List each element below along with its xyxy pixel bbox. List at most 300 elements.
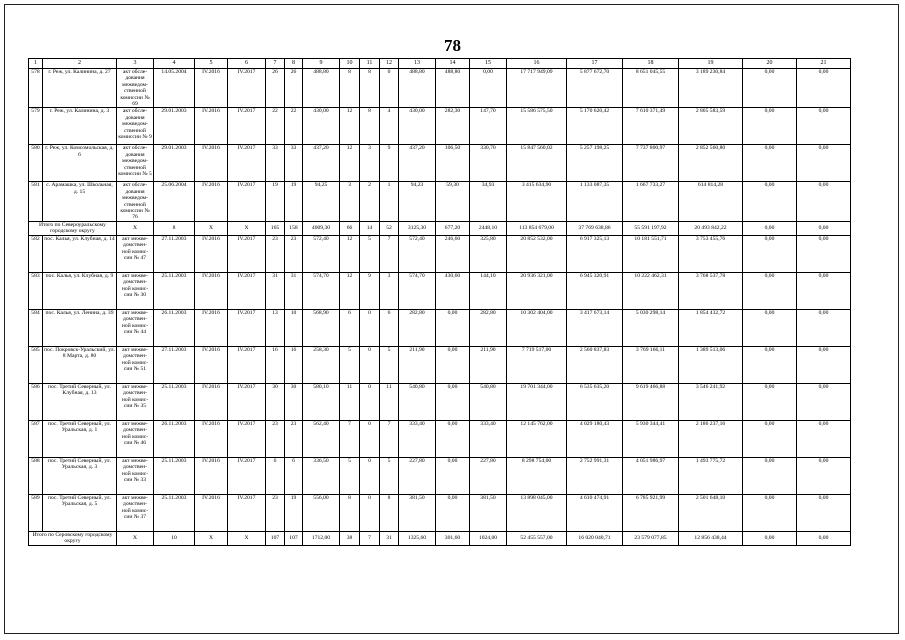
table-cell: 3 768 537,78 bbox=[679, 272, 743, 309]
table-cell: 0,00 bbox=[743, 69, 797, 108]
table-cell: 12 856 438,44 bbox=[679, 531, 743, 545]
table-cell: 27.11.2003 bbox=[154, 235, 195, 272]
table-cell: 0,00 bbox=[743, 383, 797, 420]
table-cell: 437,20 bbox=[399, 145, 436, 182]
table-cell: 25.11.2003 bbox=[154, 272, 195, 309]
table-cell: IV.2017 bbox=[228, 457, 266, 494]
table-cell: IV.2017 bbox=[228, 182, 266, 221]
table-cell: 584 bbox=[29, 309, 43, 346]
table-cell: 0,00 bbox=[797, 531, 851, 545]
table-row bbox=[29, 494, 851, 531]
address-cell: г. Реж, ул. Калинина, д. 3 bbox=[43, 108, 117, 145]
table-cell: 16 bbox=[285, 346, 303, 383]
table-cell: 0,00 bbox=[436, 494, 470, 531]
table-cell: 23 bbox=[266, 494, 285, 531]
table-cell: 325,80 bbox=[470, 235, 507, 272]
table-cell: 25.11.2003 bbox=[154, 457, 195, 494]
table-cell: 6 bbox=[285, 457, 303, 494]
table-cell: IV.2016 bbox=[195, 309, 228, 346]
table-cell: 66 bbox=[340, 221, 360, 235]
table-cell: 589 bbox=[29, 494, 43, 531]
column-header: 6 bbox=[228, 59, 266, 69]
table-cell: 585 bbox=[29, 346, 43, 383]
table-cell: 12 145 762,00 bbox=[507, 420, 567, 457]
table-cell: 2 805 583,59 bbox=[679, 108, 743, 145]
table-cell: 0,00 bbox=[743, 494, 797, 531]
table-cell: IV.2016 bbox=[195, 69, 228, 108]
document-basis-cell: акт межве- домствен- ной комис- сии № 35 bbox=[117, 383, 154, 420]
document-basis-cell: акт обсле- дования межведом- ственной комиссии № 69 bbox=[117, 69, 154, 108]
column-header: 12 bbox=[380, 59, 399, 69]
table-cell: 23 bbox=[285, 235, 303, 272]
document-basis-cell: акт межве- домствен- ной комис- сии № 44 bbox=[117, 309, 154, 346]
table-cell: 8 bbox=[340, 69, 360, 108]
table-cell: 0 bbox=[360, 494, 380, 531]
table-cell: X bbox=[195, 531, 228, 545]
document-basis-cell: акт межве- домствен- ной комис- сии № 46 bbox=[117, 420, 154, 457]
table-cell: 211,90 bbox=[470, 346, 507, 383]
table-cell: 0,00 bbox=[436, 346, 470, 383]
table-cell: 25.11.2003 bbox=[154, 494, 195, 531]
table-cell: 8 bbox=[360, 108, 380, 145]
table-cell: 1 854 432,72 bbox=[679, 309, 743, 346]
housing-program-table bbox=[28, 58, 851, 546]
table-cell: 574,70 bbox=[399, 272, 436, 309]
table-cell: 1024,00 bbox=[470, 531, 507, 545]
column-header: 3 bbox=[117, 59, 154, 69]
table-cell: 16 020 040,71 bbox=[567, 531, 623, 545]
table-body bbox=[29, 69, 851, 546]
table-cell: 106,50 bbox=[436, 145, 470, 182]
table-cell: 282,80 bbox=[399, 309, 436, 346]
table-cell: 333,40 bbox=[470, 420, 507, 457]
table-cell: 0,00 bbox=[743, 145, 797, 182]
table-cell: 107 bbox=[266, 531, 285, 545]
table-cell: 7 bbox=[380, 420, 399, 457]
table-cell: 8 651 045,55 bbox=[623, 69, 679, 108]
table-cell: IV.2016 bbox=[195, 182, 228, 221]
table-cell: 19 701 344,00 bbox=[507, 383, 567, 420]
table-cell: 2448,10 bbox=[470, 221, 507, 235]
page-number: 78 bbox=[444, 36, 461, 55]
table-cell: 26.11.2003 bbox=[154, 420, 195, 457]
table-cell: 6 bbox=[340, 309, 360, 346]
table-cell: 29.01.2003 bbox=[154, 108, 195, 145]
table-cell: 1 bbox=[380, 182, 399, 221]
table-cell: 0,00 bbox=[797, 457, 851, 494]
table-cell: 38 bbox=[340, 531, 360, 545]
table-cell: 1 667 733,27 bbox=[623, 182, 679, 221]
table-cell: 430,00 bbox=[303, 108, 340, 145]
table-cell: 488,80 bbox=[303, 69, 340, 108]
table-row bbox=[29, 145, 851, 182]
table-cell: 6 bbox=[266, 457, 285, 494]
table-cell: 5 257 198,25 bbox=[567, 145, 623, 182]
table-cell: 144,10 bbox=[470, 272, 507, 309]
table-row bbox=[29, 182, 851, 221]
table-cell: 0,00 bbox=[743, 346, 797, 383]
table-cell: IV.2016 bbox=[195, 272, 228, 309]
table-cell: 94,25 bbox=[303, 182, 340, 221]
table-cell: 0,00 bbox=[797, 383, 851, 420]
total-row bbox=[29, 531, 851, 545]
table-cell: X bbox=[228, 531, 266, 545]
table-cell: IV.2017 bbox=[228, 69, 266, 108]
table-cell: 59,30 bbox=[436, 182, 470, 221]
table-cell: IV.2017 bbox=[228, 383, 266, 420]
column-header: 4 bbox=[154, 59, 195, 69]
address-cell: пос. Третий Северный, ул. Клубная, д. 13 bbox=[43, 383, 117, 420]
table-cell: 336,50 bbox=[303, 457, 340, 494]
table-cell: 20 493 842,22 bbox=[679, 221, 743, 235]
table-cell: IV.2016 bbox=[195, 235, 228, 272]
table-cell: 26 bbox=[285, 69, 303, 108]
table-cell: 0 bbox=[380, 69, 399, 108]
table-cell: 7 bbox=[340, 420, 360, 457]
table-cell: 1325,60 bbox=[399, 531, 436, 545]
table-cell: 0,00 bbox=[797, 235, 851, 272]
table-cell: 23 bbox=[266, 235, 285, 272]
table-cell: IV.2017 bbox=[228, 494, 266, 531]
table-cell: 614 814,28 bbox=[679, 182, 743, 221]
table-cell: 31 bbox=[285, 272, 303, 309]
table-cell: 17 717 949,09 bbox=[507, 69, 567, 108]
table-cell: 3 753 455,76 bbox=[679, 235, 743, 272]
table-cell: 1712,00 bbox=[303, 531, 340, 545]
table-cell: 2 560 837,83 bbox=[567, 346, 623, 383]
table-cell: 4 610 474,91 bbox=[567, 494, 623, 531]
table-cell: 20 936 321,00 bbox=[507, 272, 567, 309]
table-cell: 31 bbox=[266, 272, 285, 309]
column-header: 17 bbox=[567, 59, 623, 69]
address-cell: г. Реж, ул. Комсомольская, д. 6 bbox=[43, 145, 117, 182]
column-header: 9 bbox=[303, 59, 340, 69]
table-cell: 540,80 bbox=[470, 383, 507, 420]
table-cell: 25.11.2003 bbox=[154, 383, 195, 420]
table-cell: 2 186 237,16 bbox=[679, 420, 743, 457]
table-cell: 0,00 bbox=[470, 69, 507, 108]
table-cell: 5 170 620,42 bbox=[567, 108, 623, 145]
table-cell: 3 bbox=[340, 182, 360, 221]
table-cell: 12 bbox=[340, 145, 360, 182]
table-cell: 0,00 bbox=[743, 221, 797, 235]
column-header: 16 bbox=[507, 59, 567, 69]
table-cell: 15 586 575,50 bbox=[507, 108, 567, 145]
table-cell: 568,90 bbox=[303, 309, 340, 346]
table-cell: 8 bbox=[380, 494, 399, 531]
table-cell: 23 bbox=[285, 420, 303, 457]
table-cell: 211,90 bbox=[399, 346, 436, 383]
table-cell: 0,00 bbox=[436, 420, 470, 457]
table-cell: 52 455 557,00 bbox=[507, 531, 567, 545]
table-cell: 12 bbox=[340, 235, 360, 272]
table-cell: 6 945 320,91 bbox=[567, 272, 623, 309]
table-cell: 8 bbox=[154, 221, 195, 235]
table-cell: 3 bbox=[360, 145, 380, 182]
table-cell: 333,40 bbox=[399, 420, 436, 457]
table-cell: 16 bbox=[266, 346, 285, 383]
table-cell: 13 bbox=[266, 309, 285, 346]
table-cell: 11 bbox=[380, 383, 399, 420]
table-cell: 562,40 bbox=[303, 420, 340, 457]
column-header: 19 bbox=[679, 59, 743, 69]
column-header: 1 bbox=[29, 59, 43, 69]
table-cell: 0,00 bbox=[743, 272, 797, 309]
table-cell: 488,80 bbox=[436, 69, 470, 108]
table-cell: 488,80 bbox=[399, 69, 436, 108]
table-cell: IV.2017 bbox=[228, 346, 266, 383]
table-cell: 20 852 532,00 bbox=[507, 235, 567, 272]
document-basis-cell: акт обсле- дования межведом- ственной комиссии № 9 bbox=[117, 108, 154, 145]
table-cell: 227,80 bbox=[399, 457, 436, 494]
table-cell: 52 bbox=[380, 221, 399, 235]
table-cell: 0 bbox=[360, 383, 380, 420]
document-basis-cell: акт межве- домствен- ной комис- сии № 47 bbox=[117, 235, 154, 272]
table-cell: 677,20 bbox=[436, 221, 470, 235]
table-cell: 22 bbox=[285, 108, 303, 145]
table-cell: 0,00 bbox=[797, 69, 851, 108]
table-cell: 582 bbox=[29, 235, 43, 272]
table-cell: 113 854 679,00 bbox=[507, 221, 567, 235]
address-cell: пос. Калья, ул. Ленина, д. 39 bbox=[43, 309, 117, 346]
column-header: 2 bbox=[43, 59, 117, 69]
table-cell: 430,00 bbox=[399, 108, 436, 145]
table-cell: 26.11.2003 bbox=[154, 309, 195, 346]
table-cell: 0,00 bbox=[797, 182, 851, 221]
table-cell: 4009,30 bbox=[303, 221, 340, 235]
column-header: 13 bbox=[399, 59, 436, 69]
table-row bbox=[29, 108, 851, 145]
table-cell: X bbox=[117, 221, 154, 235]
table-cell: 34,93 bbox=[470, 182, 507, 221]
table-cell: 19 bbox=[266, 182, 285, 221]
table-cell: 25.06.2004 bbox=[154, 182, 195, 221]
table-cell: IV.2016 bbox=[195, 457, 228, 494]
table-cell: 1 133 087,35 bbox=[567, 182, 623, 221]
table-cell: 578 bbox=[29, 69, 43, 108]
table-cell: 430,60 bbox=[436, 272, 470, 309]
table-cell: IV.2016 bbox=[195, 420, 228, 457]
table-cell: 12 bbox=[340, 272, 360, 309]
table-cell: 556,00 bbox=[303, 494, 340, 531]
table-cell: 2 752 991,31 bbox=[567, 457, 623, 494]
table-cell: 586 bbox=[29, 383, 43, 420]
column-header: 8 bbox=[285, 59, 303, 69]
table-cell: 55 591 197,92 bbox=[623, 221, 679, 235]
table-cell: 10 181 551,71 bbox=[623, 235, 679, 272]
document-basis-cell: акт межве- домствен- ной комис- сии № 37 bbox=[117, 494, 154, 531]
column-header: 10 bbox=[340, 59, 360, 69]
table-cell: 0,00 bbox=[743, 420, 797, 457]
table-cell: 3 189 230,84 bbox=[679, 69, 743, 108]
table-cell: 5 030 298,14 bbox=[623, 309, 679, 346]
table-cell: 30 bbox=[285, 383, 303, 420]
table-cell: 94,23 bbox=[399, 182, 436, 221]
table-cell: 0,00 bbox=[743, 457, 797, 494]
table-cell: IV.2017 bbox=[228, 145, 266, 182]
table-cell: 10 bbox=[285, 309, 303, 346]
table-cell: 9 bbox=[380, 145, 399, 182]
table-row bbox=[29, 346, 851, 383]
table-cell: 0,00 bbox=[797, 272, 851, 309]
table-cell: 5 bbox=[380, 346, 399, 383]
table-cell: 37 769 638,86 bbox=[567, 221, 623, 235]
table-cell: 9 619 466,88 bbox=[623, 383, 679, 420]
table-cell: 588 bbox=[29, 457, 43, 494]
table-cell: 540,80 bbox=[399, 383, 436, 420]
address-cell: пос. Покровск-Уральский, ул. 8 Марта, д. 80 bbox=[43, 346, 117, 383]
table-cell: 572,40 bbox=[399, 235, 436, 272]
table-cell: 0,00 bbox=[436, 309, 470, 346]
table-row bbox=[29, 420, 851, 457]
table-cell: IV.2017 bbox=[228, 272, 266, 309]
table-cell: 8 bbox=[340, 494, 360, 531]
table-cell: 23 bbox=[266, 420, 285, 457]
table-cell: 381,50 bbox=[470, 494, 507, 531]
table-cell: 33 bbox=[266, 145, 285, 182]
table-cell: 0,00 bbox=[743, 531, 797, 545]
table-cell: 0,00 bbox=[797, 346, 851, 383]
table-cell: 29.01.2003 bbox=[154, 145, 195, 182]
table-cell: 10 302 404,00 bbox=[507, 309, 567, 346]
table-cell: 0,00 bbox=[797, 108, 851, 145]
table-cell: IV.2017 bbox=[228, 108, 266, 145]
table-cell: 15 847 560,02 bbox=[507, 145, 567, 182]
table-cell: 6 535 635,20 bbox=[567, 383, 623, 420]
table-cell: 0 bbox=[360, 457, 380, 494]
table-cell: 4 bbox=[380, 108, 399, 145]
table-cell: 158 bbox=[285, 221, 303, 235]
table-cell: 7 737 800,97 bbox=[623, 145, 679, 182]
total-label: Итого по Серовскому городскому округу bbox=[29, 531, 117, 545]
address-cell: пос. Калья, ул. Клубная, д. 14 bbox=[43, 235, 117, 272]
table-cell: 3 bbox=[380, 272, 399, 309]
column-header: 11 bbox=[360, 59, 380, 69]
table-cell: 0 bbox=[360, 346, 380, 383]
document-basis-cell: акт межве- домствен- ной комис- сии № 33 bbox=[117, 457, 154, 494]
table-row bbox=[29, 272, 851, 309]
table-cell: 6 785 921,99 bbox=[623, 494, 679, 531]
table-cell: 227,80 bbox=[470, 457, 507, 494]
column-header: 21 bbox=[797, 59, 851, 69]
address-cell: с. Арамашка, ул. Школьная, д. 15 bbox=[43, 182, 117, 221]
table-cell: 580 bbox=[29, 145, 43, 182]
table-cell: 1 493 775,72 bbox=[679, 457, 743, 494]
table-cell: X bbox=[117, 531, 154, 545]
table-cell: 0,00 bbox=[436, 457, 470, 494]
table-cell: 14.05.2004 bbox=[154, 69, 195, 108]
table-cell: 282,80 bbox=[470, 309, 507, 346]
table-cell: 7 bbox=[360, 531, 380, 545]
table-cell: 381,50 bbox=[399, 494, 436, 531]
table-cell: 12 bbox=[340, 108, 360, 145]
table-cell: 301,60 bbox=[436, 531, 470, 545]
column-header: 18 bbox=[623, 59, 679, 69]
table-cell: 19 bbox=[285, 182, 303, 221]
table-cell: 5 bbox=[360, 235, 380, 272]
table-cell: 246,60 bbox=[436, 235, 470, 272]
table-cell: 6 bbox=[380, 309, 399, 346]
table-cell: 0,00 bbox=[743, 235, 797, 272]
table-cell: 3125,30 bbox=[399, 221, 436, 235]
table-cell: 9 bbox=[360, 272, 380, 309]
column-header: 5 bbox=[195, 59, 228, 69]
table-cell: 587 bbox=[29, 420, 43, 457]
table-cell: IV.2017 bbox=[228, 420, 266, 457]
table-row bbox=[29, 235, 851, 272]
address-cell: г. Реж, ул. Калинина, д. 27 bbox=[43, 69, 117, 108]
column-header: 7 bbox=[266, 59, 285, 69]
address-cell: пос. Третий Северный, ул. Уральская, д. 1 bbox=[43, 420, 117, 457]
table-cell: 0,00 bbox=[797, 145, 851, 182]
table-cell: IV.2016 bbox=[195, 383, 228, 420]
table-row bbox=[29, 69, 851, 108]
table-cell: 258,30 bbox=[303, 346, 340, 383]
table-cell: X bbox=[228, 221, 266, 235]
table-cell: 11 bbox=[340, 383, 360, 420]
table-cell: 0,00 bbox=[797, 309, 851, 346]
table-cell: 6 917 325,13 bbox=[567, 235, 623, 272]
table-row bbox=[29, 383, 851, 420]
table-row bbox=[29, 457, 851, 494]
address-cell: пос. Калья, ул. Клубная, д. 9 bbox=[43, 272, 117, 309]
table-cell: 10 bbox=[154, 531, 195, 545]
table-cell: 572,40 bbox=[303, 235, 340, 272]
column-header: 15 bbox=[470, 59, 507, 69]
table-cell: 4 051 986,97 bbox=[623, 457, 679, 494]
table-cell: 27.11.2003 bbox=[154, 346, 195, 383]
table-cell: 7 719 517,00 bbox=[507, 346, 567, 383]
table-cell: 4 029 180,43 bbox=[567, 420, 623, 457]
table-cell: 581 bbox=[29, 182, 43, 221]
table-cell: 579 bbox=[29, 108, 43, 145]
table-cell: 330,70 bbox=[470, 145, 507, 182]
table-cell: 8 298 754,00 bbox=[507, 457, 567, 494]
table-cell: 7 610 371,49 bbox=[623, 108, 679, 145]
total-label: Итого по Североуральскому городскому округу bbox=[29, 221, 117, 235]
table-row bbox=[29, 309, 851, 346]
table-cell: 23 579 077,85 bbox=[623, 531, 679, 545]
table-cell: IV.2016 bbox=[195, 108, 228, 145]
table-cell: 0 bbox=[360, 420, 380, 457]
table-cell: 0,00 bbox=[797, 494, 851, 531]
table-cell: 147,70 bbox=[470, 108, 507, 145]
table-cell: 31 bbox=[380, 531, 399, 545]
document-basis-cell: акт межве- домствен- ной комис- сии № 51 bbox=[117, 346, 154, 383]
table-cell: 1 389 513,06 bbox=[679, 346, 743, 383]
table-cell: 0 bbox=[360, 309, 380, 346]
table-cell: 282,30 bbox=[436, 108, 470, 145]
table-cell: 14 bbox=[360, 221, 380, 235]
document-basis-cell: акт межве- домствен- ной комис- сии № 30 bbox=[117, 272, 154, 309]
table-cell: 574,70 bbox=[303, 272, 340, 309]
table-cell: 0,00 bbox=[743, 108, 797, 145]
table-cell: 8 bbox=[360, 69, 380, 108]
table-cell: 107 bbox=[285, 531, 303, 545]
table-cell: 7 bbox=[380, 235, 399, 272]
table-cell: 10 222 462,31 bbox=[623, 272, 679, 309]
address-cell: пос. Третий Северный, ул. Уральская, д. 3 bbox=[43, 457, 117, 494]
table-cell: 26 bbox=[266, 69, 285, 108]
table-cell: 19 bbox=[285, 494, 303, 531]
table-header-row bbox=[29, 59, 851, 69]
table-cell: 22 bbox=[266, 108, 285, 145]
table-cell: IV.2016 bbox=[195, 494, 228, 531]
document-basis-cell: акт обсле- дования межведом- ственной комиссии № 76 bbox=[117, 182, 154, 221]
column-header: 14 bbox=[436, 59, 470, 69]
table-cell: 165 bbox=[266, 221, 285, 235]
table-cell: 5 877 672,70 bbox=[567, 69, 623, 108]
